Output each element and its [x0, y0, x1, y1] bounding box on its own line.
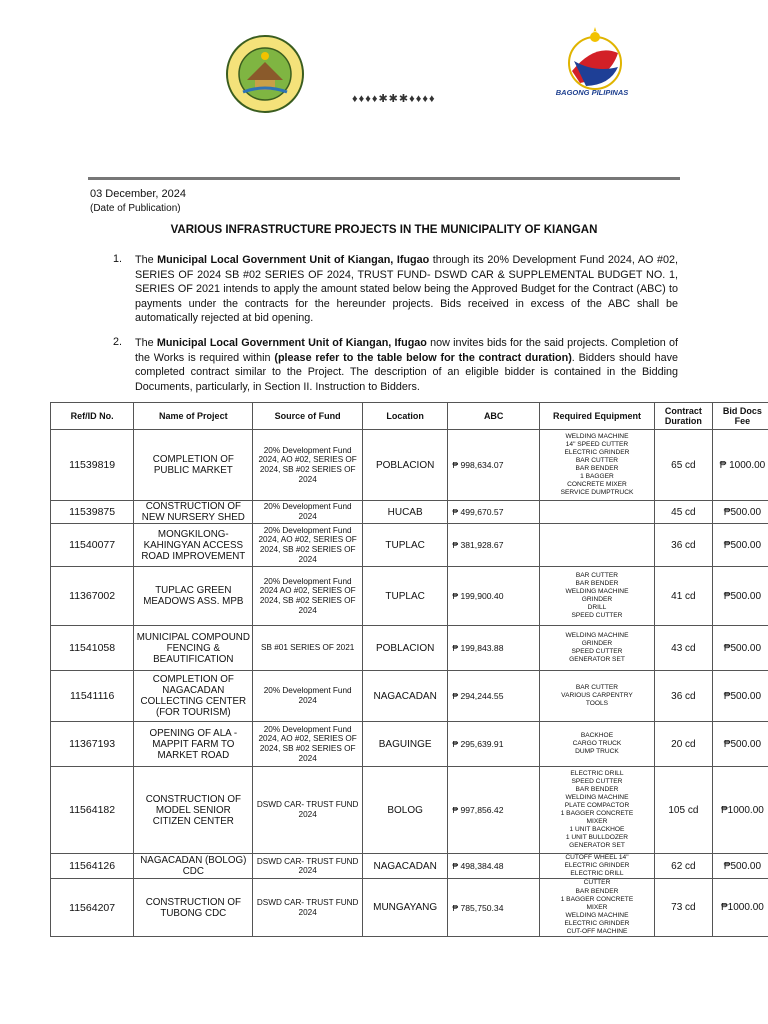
cell-project-name: CONSTRUCTION OF MODEL SENIOR CITIZEN CENTER	[134, 767, 253, 854]
cell-equipment	[540, 626, 655, 671]
equipment-item: WELDING MACHINE	[565, 793, 629, 801]
equipment-item: CUT-OFF MACHINE	[566, 928, 628, 936]
cell-equipment	[540, 430, 655, 501]
cell-location: HUCAB	[362, 501, 447, 524]
equipment-item: GENERATOR SET	[569, 656, 625, 664]
cell-ref: 11539875	[51, 501, 134, 524]
cell-source-fund: DSWD CAR- TRUST FUND 2024	[253, 879, 363, 937]
cell-location: NAGACADAN	[362, 854, 447, 879]
equipment-item: MIXER	[586, 903, 608, 911]
cell-source-fund: 20% Development Fund 2024, AO #02, SERIES OF 2024, SB #02 SERIES OF 2024	[253, 430, 363, 501]
cell-ref: 11539819	[51, 430, 134, 501]
equipment-item: ELECTRIC DRILL	[570, 870, 624, 878]
equipment-item: BAR BENDER	[575, 887, 619, 895]
table-row	[51, 524, 768, 567]
cell-fee: ₱500.00	[712, 501, 768, 524]
cell-fee: ₱ 1000.00	[712, 430, 768, 501]
equipment-item: ELECTRIC GRINDER	[564, 919, 630, 927]
cell-project-name: TUPLAC GREEN MEADOWS ASS. MPB	[134, 567, 253, 626]
cell-abc: ₱ 294,244.55	[448, 671, 540, 722]
equipment-item: GRINDER	[581, 639, 613, 647]
equipment-item: WELDING MACHINE	[565, 587, 629, 595]
equipment-item: BAR CUTTER	[575, 683, 619, 691]
cell-abc: ₱ 199,900.40	[448, 567, 540, 626]
cell-source-fund: DSWD CAR- TRUST FUND 2024	[253, 854, 363, 879]
equipment-item: VARIOUS CARPENTRY	[561, 691, 633, 699]
cell-project-name: CONSTRUCTION OF NEW NURSERY SHED	[134, 501, 253, 524]
cell-project-name: NAGACADAN (BOLOG) CDC	[134, 854, 253, 879]
publication-date-note: (Date of Publication)	[90, 203, 181, 214]
table-row	[51, 430, 768, 501]
equipment-item: CUTTER	[583, 879, 611, 887]
cell-equipment	[540, 671, 655, 722]
cell-fee: ₱1000.00	[712, 767, 768, 854]
equipment-item: ELECTRIC GRINDER	[564, 862, 630, 870]
cell-equipment	[540, 854, 655, 879]
cell-ref: 11564207	[51, 879, 134, 937]
paragraph-2-bold: Municipal Local Government Unit of Kiangan, Ifugao	[156, 337, 427, 349]
paragraph-1-number: 1.	[113, 253, 123, 265]
cell-ref: 11367002	[51, 567, 134, 626]
equipment-item: ELECTRIC DRILL	[570, 769, 624, 777]
table-header-row	[51, 403, 768, 430]
equipment-item: BAR CUTTER	[575, 571, 619, 579]
header-abc: ABC	[448, 403, 540, 430]
cell-abc: ₱ 295,639.91	[448, 722, 540, 767]
cell-fee: ₱500.00	[712, 854, 768, 879]
table-row	[51, 767, 768, 854]
cell-source-fund: 20% Development Fund 2024, AO #02, SERIES OF 2024, SB #02 SERIES OF 2024	[253, 722, 363, 767]
cell-equipment	[540, 722, 655, 767]
equipment-item: PLATE COMPACTOR	[564, 801, 630, 809]
cell-fee: ₱500.00	[712, 524, 768, 567]
header-equipment: Required Equipment	[540, 403, 655, 430]
table-row	[51, 567, 768, 626]
equipment-item: WELDING MACHINE	[565, 432, 629, 440]
header-duration: Contract Duration	[654, 403, 712, 430]
cell-equipment	[540, 501, 655, 524]
municipal-seal-logo	[225, 34, 305, 114]
document-title: VARIOUS INFRASTRUCTURE PROJECTS IN THE MUNICIPALITY OF KIANGAN	[170, 224, 598, 236]
cell-duration: 62 cd	[654, 854, 712, 879]
table-row	[51, 626, 768, 671]
header-name: Name of Project	[134, 403, 253, 430]
equipment-item: SPEED CUTTER	[571, 612, 623, 620]
header-fee: Bid Docs Fee	[712, 403, 768, 430]
bagong-pilipinas-caption: BAGONG PILIPINAS	[555, 88, 629, 97]
cell-location: POBLACION	[362, 626, 447, 671]
header-ref: Ref/ID No.	[51, 403, 134, 430]
cell-ref: 11367193	[51, 722, 134, 767]
equipment-item: GRINDER	[581, 596, 613, 603]
equipment-item: BACKHOE	[580, 731, 614, 739]
equipment-item: SERVICE DUMPTRUCK	[560, 489, 634, 497]
equipment-item: GENERATOR SET	[569, 842, 625, 850]
cell-fee: ₱500.00	[712, 671, 768, 722]
cell-ref: 11564126	[51, 854, 134, 879]
equipment-item: WELDING MACHINE	[565, 631, 629, 639]
cell-project-name: OPENING OF ALA - MAPPIT FARM TO MARKET ROAD	[134, 722, 253, 767]
equipment-item: CUTOFF WHEEL 14"	[565, 854, 629, 861]
equipment-item: DRILL	[587, 604, 607, 612]
cell-project-name: MONGKILONG-KAHINGYAN ACCESS ROAD IMPROVEMENT	[134, 524, 253, 567]
cell-project-name: COMPLETION OF PUBLIC MARKET	[134, 430, 253, 501]
equipment-item: 1 UNIT BULLDOZER	[565, 834, 629, 842]
cell-duration: 43 cd	[654, 626, 712, 671]
cell-source-fund: 20% Development Fund 2024	[253, 501, 363, 524]
cell-ref: 11540077	[51, 524, 134, 567]
equipment-item: TOOLS	[585, 700, 609, 708]
equipment-item: 1 BAGGER CONCRETE	[560, 895, 634, 903]
header-source: Source of Fund	[253, 403, 363, 430]
cell-duration: 73 cd	[654, 879, 712, 937]
table-row	[51, 671, 768, 722]
equipment-item: 1 UNIT BACKHOE	[569, 826, 625, 834]
paragraph-2: The Municipal Local Government Unit of Kiangan, Ifugao now invites bids for the said projects. Completion of the Works is required within (please refer to the table below for the contract duration). Bidders should have completed contract similar to the Project. The description of an eligible bidder is contained in the Bidding Documents, particularly, in Section II. Instruction to Bidders.	[135, 337, 678, 393]
equipment-item: SPEED CUTTER	[571, 648, 623, 655]
cell-source-fund: SB #01 SERIES OF 2021	[253, 626, 363, 671]
equipment-item: BAR BENDER	[575, 785, 619, 793]
cell-source-fund: DSWD CAR- TRUST FUND 2024	[253, 767, 363, 854]
cell-abc: ₱ 499,670.57	[448, 501, 540, 524]
cell-equipment	[540, 879, 655, 937]
cell-ref: 11541116	[51, 671, 134, 722]
cell-location: TUPLAC	[362, 524, 447, 567]
cell-abc: ₱ 997,856.42	[448, 767, 540, 854]
equipment-item: DUMP TRUCK	[575, 748, 619, 756]
cell-location: NAGACADAN	[362, 671, 447, 722]
cell-duration: 20 cd	[654, 722, 712, 767]
cell-project-name: CONSTRUCTION OF TUBONG CDC	[134, 879, 253, 937]
cell-duration: 36 cd	[654, 671, 712, 722]
cell-fee: ₱1000.00	[712, 879, 768, 937]
equipment-item: BAR CUTTER	[575, 456, 619, 464]
equipment-item: BAR BENDER	[575, 579, 619, 587]
cell-location: BOLOG	[362, 767, 447, 854]
cell-fee: ₱500.00	[712, 626, 768, 671]
header-divider	[88, 177, 680, 180]
cell-project-name: MUNICIPAL COMPOUND FENCING & BEAUTIFICATION	[134, 626, 253, 671]
cell-abc: ₱ 199,843.88	[448, 626, 540, 671]
table-row	[51, 854, 768, 879]
cell-ref: 11564182	[51, 767, 134, 854]
equipment-item: 14" SPEED CUTTER	[565, 440, 629, 448]
cell-location: TUPLAC	[362, 567, 447, 626]
cell-location: POBLACION	[362, 430, 447, 501]
equipment-item: ELECTRIC GRINDER	[564, 448, 630, 456]
paragraph-1-bold: Municipal Local Government Unit of Kiangan, Ifugao	[157, 254, 430, 266]
table-body	[51, 430, 768, 937]
table-row	[51, 879, 768, 937]
header-location: Location	[362, 403, 447, 430]
cell-equipment	[540, 567, 655, 626]
equipment-item: 1 BAGGER	[580, 473, 614, 481]
equipment-item: SPEED CUTTER	[571, 777, 623, 785]
cell-equipment	[540, 767, 655, 854]
paragraph-2-bold-duration: (please refer to the table below for the contract duration)	[274, 351, 572, 364]
cell-abc: ₱ 498,384.48	[448, 854, 540, 879]
cell-project-name: COMPLETION OF NAGACADAN COLLECTING CENTER (FOR TOURISM)	[134, 671, 253, 722]
cell-equipment	[540, 524, 655, 567]
equipment-item: BAR BENDER	[575, 465, 619, 472]
header-ornament: ♦♦♦♦✱✱✱♦♦♦♦	[352, 93, 436, 105]
projects-table	[50, 402, 768, 937]
cell-abc: ₱ 381,928.67	[448, 524, 540, 567]
cell-abc: ₱ 785,750.34	[448, 879, 540, 937]
cell-location: BAGUINGE	[362, 722, 447, 767]
equipment-item: MIXER	[586, 818, 608, 826]
cell-duration: 41 cd	[654, 567, 712, 626]
cell-ref: 11541058	[51, 626, 134, 671]
cell-duration: 36 cd	[654, 524, 712, 567]
cell-fee: ₱500.00	[712, 722, 768, 767]
cell-abc: ₱ 998,634.07	[448, 430, 540, 501]
cell-duration: 45 cd	[654, 501, 712, 524]
cell-source-fund: 20% Development Fund 2024	[253, 671, 363, 722]
equipment-item: 1 BAGGER CONCRETE	[560, 810, 634, 817]
equipment-item: WELDING MACHINE	[565, 911, 629, 919]
cell-fee: ₱500.00	[712, 567, 768, 626]
publication-date: 03 December, 2024	[90, 188, 187, 200]
paragraph-2-number: 2.	[113, 336, 123, 348]
equipment-item: CONCRETE MIXER	[567, 481, 627, 489]
cell-source-fund: 20% Development Fund 2024, AO #02, SERIES OF 2024, SB #02 SERIES OF 2024	[253, 524, 363, 567]
cell-duration: 65 cd	[654, 430, 712, 501]
paragraph-1: The Municipal Local Government Unit of Kiangan, Ifugao through its 20% Development Fund 2024, AO #02, SERIES OF 2024 SB #02 SERIES OF 2024, TRUST FUND- DSWD CAR & SUPPLEMENTAL BUDGET NO. 1, SERIES OF 2021 intends to apply the amount stated below being the Approved Budget for the Contract (ABC) to payments under the contracts for the hereunder projects. Bids received in excess of the ABC shall be automatically rejected at bid opening.	[135, 254, 678, 324]
table-row	[51, 722, 768, 767]
table-row	[51, 501, 768, 524]
cell-duration: 105 cd	[654, 767, 712, 854]
equipment-item: CARGO TRUCK	[572, 739, 622, 747]
cell-source-fund: 20% Development Fund 2024 AO #02, SERIES OF 2024, SB #02 SERIES OF 2024	[253, 567, 363, 626]
cell-location: MUNGAYANG	[362, 879, 447, 937]
